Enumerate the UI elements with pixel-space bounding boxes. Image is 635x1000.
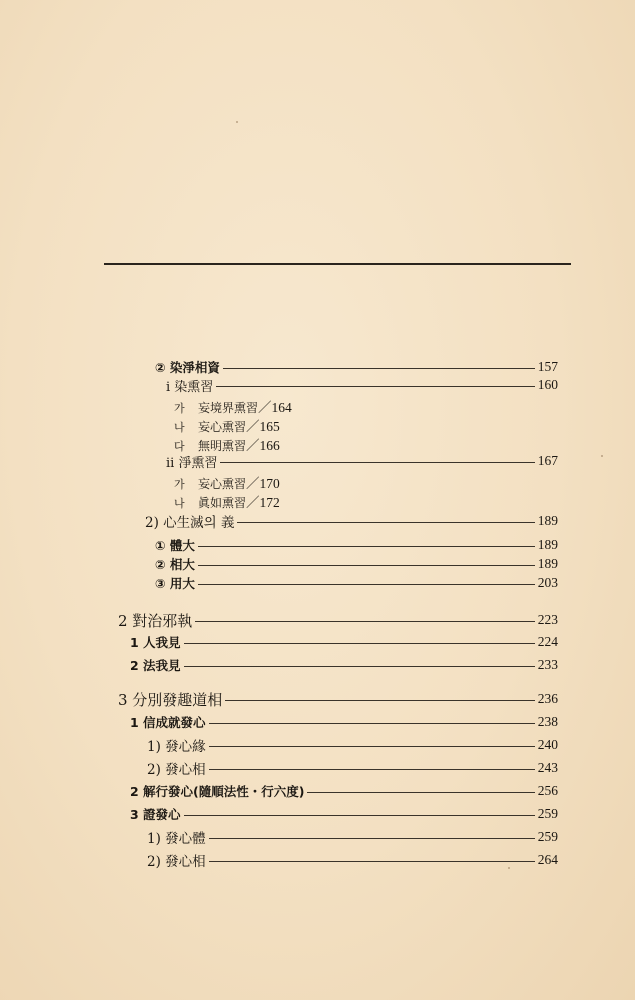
top-rule [104,263,571,265]
dot-leader [209,769,535,770]
toc-entry-label: 2) 心生滅의 義 [145,515,235,531]
toc-entry [0,804,558,824]
toc-entry-label: ② 相大 [155,557,195,572]
toc-page-number: 256 [537,783,558,798]
dot-leader [198,565,535,566]
toc-page-number: ／172 [246,495,280,510]
dot-leader [195,621,534,622]
toc-entry [0,827,558,847]
dot-leader [220,462,534,463]
toc-subentry [174,491,280,511]
toc-page-number: ／164 [258,400,292,415]
toc-entry [0,610,558,630]
toc-page-number: 223 [537,612,558,627]
toc-page-number: 264 [537,852,558,867]
toc-entry [0,781,558,801]
toc-entry-label: 2 解行發心(隨順法性・行六度) [130,784,305,799]
toc-entry [0,451,558,471]
toc-page-number: ／170 [246,476,280,491]
toc-page-number: 203 [537,575,558,590]
dot-leader [216,386,534,387]
toc-entry-label: 2 對治邪執 [118,611,193,630]
toc-entry [0,655,558,675]
toc-page-number: 160 [537,377,558,392]
toc-subentry [174,396,292,416]
dot-leader [209,746,535,747]
toc-entry [0,850,558,870]
toc-subentry [174,472,280,492]
toc-entry [0,735,558,755]
toc-entry [0,511,558,531]
toc-entry-label: 2 法我見 [130,658,181,673]
dot-leader [198,584,535,585]
toc-entry-label: 妄心熏習 [198,477,247,491]
toc-entry-label: 眞如熏習 [198,496,247,510]
dot-leader [198,546,535,547]
toc-marker: 다 [174,440,185,453]
toc-page-number: 236 [537,691,558,706]
dot-leader [209,723,535,724]
dot-leader [209,838,535,839]
toc-subentry [174,415,280,435]
toc-entry [0,632,558,652]
toc-entry-label: ② 染淨相資 [155,360,220,375]
toc-entry-label: ③ 用大 [155,576,195,591]
toc-page-number: 259 [537,806,558,821]
toc-page-number: 167 [537,453,558,468]
toc-page-number: 224 [537,634,558,649]
toc-entry [0,554,558,574]
toc-page-number: 157 [537,359,558,374]
dot-leader [184,643,535,644]
dot-leader [225,700,534,701]
toc-marker: 나 [174,497,185,510]
toc-page-number: 259 [537,829,558,844]
paper-speck [508,867,510,869]
toc-page-number: 189 [537,513,558,528]
toc-entry-label: 2) 發心相 [147,762,206,778]
toc-page-number: 189 [537,537,558,552]
toc-entry-label: 妄境界熏習 [198,401,259,415]
dot-leader [209,861,535,862]
toc-entry-label: 1 信成就發心 [130,715,206,730]
dot-leader [184,815,535,816]
toc-entry-label: 3 分別發趣道相 [118,690,223,709]
dot-leader [307,792,534,793]
toc-entry-label: i 染熏習 [166,379,214,395]
toc-entry [0,758,558,778]
toc-entry [0,375,558,395]
toc-entry-label: ii 淨熏習 [166,455,218,471]
paper-speck [601,455,603,457]
toc-page-number: ／166 [246,438,280,453]
toc-entry-label: 3 證發心 [130,807,181,822]
dot-leader [237,522,534,523]
toc-marker: 가 [174,478,185,491]
toc-entry-label: 無明熏習 [198,439,247,453]
toc-entry-label: 妄心熏習 [198,420,247,434]
toc-entry-label: 1 人我見 [130,635,181,650]
toc-page-number: 189 [537,556,558,571]
toc-entry [0,535,558,555]
toc-entry [0,357,558,377]
toc-entry-label: 1) 發心體 [147,831,206,847]
toc-entry-label: 2) 發心相 [147,854,206,870]
toc-marker: 나 [174,421,185,434]
toc-entry [0,689,558,709]
toc-page-number: 240 [537,737,558,752]
toc-page-number: 243 [537,760,558,775]
paper-speck [236,121,238,123]
toc-entry-label: ① 體大 [155,538,195,553]
toc-page-number: ／165 [246,419,280,434]
toc-entry [0,573,558,593]
toc-entry-label: 1) 發心緣 [147,739,206,755]
toc-page-number: 238 [537,714,558,729]
toc-page-number: 233 [537,657,558,672]
toc-entry [0,712,558,732]
dot-leader [223,368,535,369]
dot-leader [184,666,535,667]
toc-marker: 가 [174,402,185,415]
